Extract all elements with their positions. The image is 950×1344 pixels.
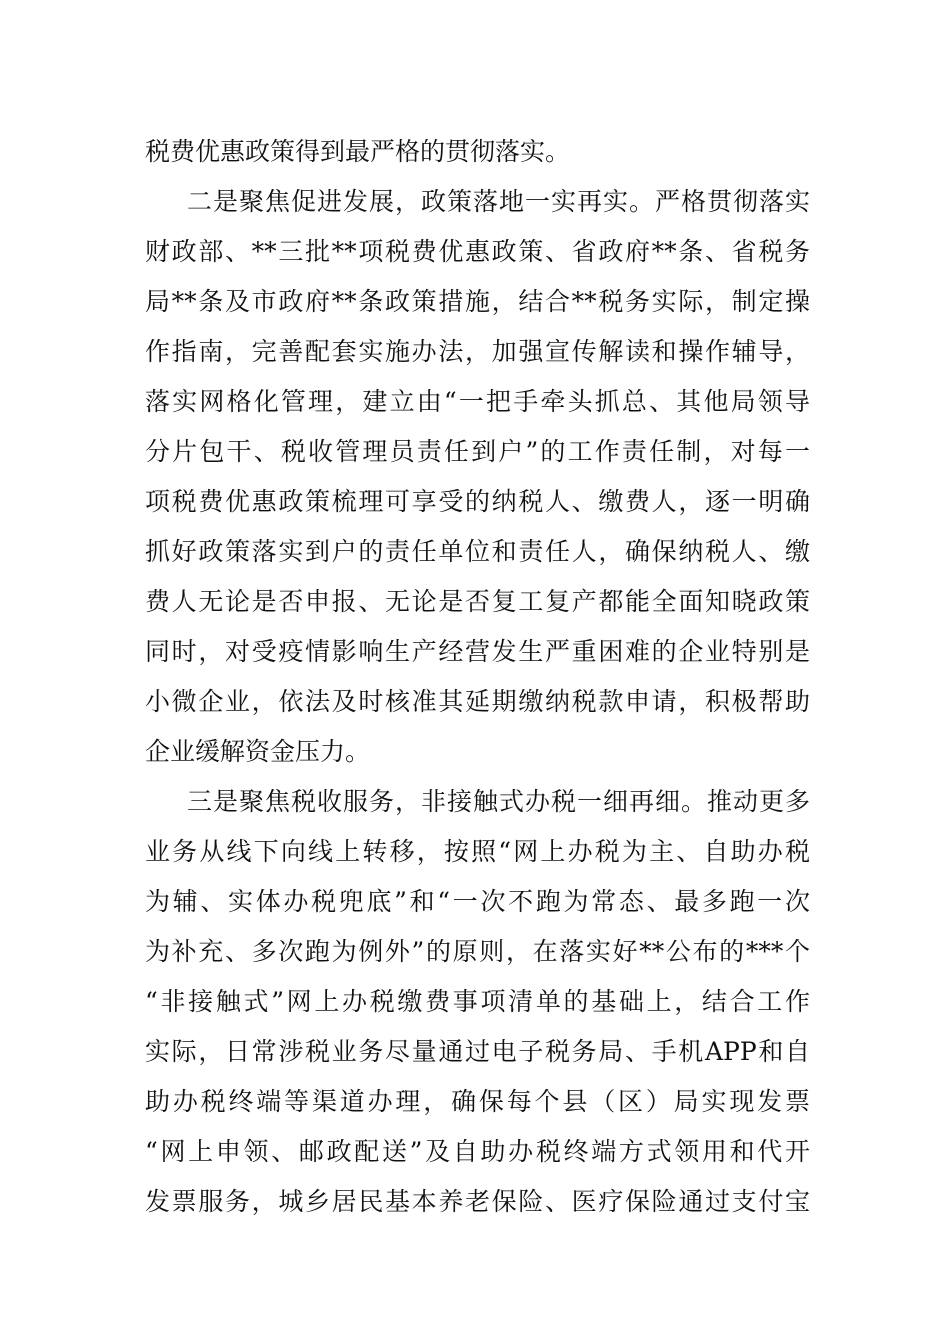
text-line: 企业缓解资金压力。 [145, 737, 371, 766]
text-line: “非接触式”网上办税缴费事项清单的基础上，结合工作 [145, 987, 810, 1016]
text-line: “网上申领、邮政配送”及自助办税终端方式领用和代开 [145, 1137, 810, 1166]
body-text [145, 127, 810, 1227]
text-line: 费人无论是否申报、无论是否复工复产都能全面知晓政策 [145, 587, 810, 616]
text-line: 分片包干、税收管理员责任到户”的工作责任制，对每一 [145, 437, 810, 466]
text-line: 助办税终端等渠道办理，确保每个县（区）局实现发票 [145, 1087, 810, 1116]
text-line: 为辅、实体办税兜底”和“一次不跑为常态、最多跑一次 [145, 887, 810, 916]
text-line: 税费优惠政策得到最严格的贯彻落实。 [145, 137, 571, 166]
text-line: 财政部、**三批**项税费优惠政策、省政府**条、省税务 [145, 237, 810, 266]
text-line: 发票服务，城乡居民基本养老保险、医疗保险通过支付宝 [145, 1187, 810, 1216]
text-line: 作指南，完善配套实施办法，加强宣传解读和操作辅导， [145, 337, 810, 366]
text-line: 落实网格化管理，建立由“一把手牵头抓总、其他局领导 [145, 387, 810, 416]
text-line: 抓好政策落实到户的责任单位和责任人，确保纳税人、缴 [145, 537, 810, 566]
text-line: 实际，日常涉税业务尽量通过电子税务局、手机APP和自 [145, 1037, 810, 1066]
text-line: 为补充、多次跑为例外”的原则，在落实好**公布的***个 [145, 937, 810, 966]
text-line: 同时，对受疫情影响生产经营发生严重困难的企业特别是 [145, 637, 810, 666]
text-line: 业务从线下向线上转移，按照“网上办税为主、自助办税 [145, 837, 810, 866]
text-line: 局**条及市政府**条政策措施，结合**税务实际，制定操 [145, 287, 810, 316]
text-line: 小微企业，依法及时核准其延期缴纳税款申请，积极帮助 [145, 687, 810, 716]
text-line: 项税费优惠政策梳理可享受的纳税人、缴费人，逐一明确 [145, 487, 810, 516]
text-line: 三是聚焦税收服务，非接触式办税一细再细。推动更多 [187, 787, 810, 816]
text-line: 二是聚焦促进发展，政策落地一实再实。严格贯彻落实 [187, 187, 810, 216]
